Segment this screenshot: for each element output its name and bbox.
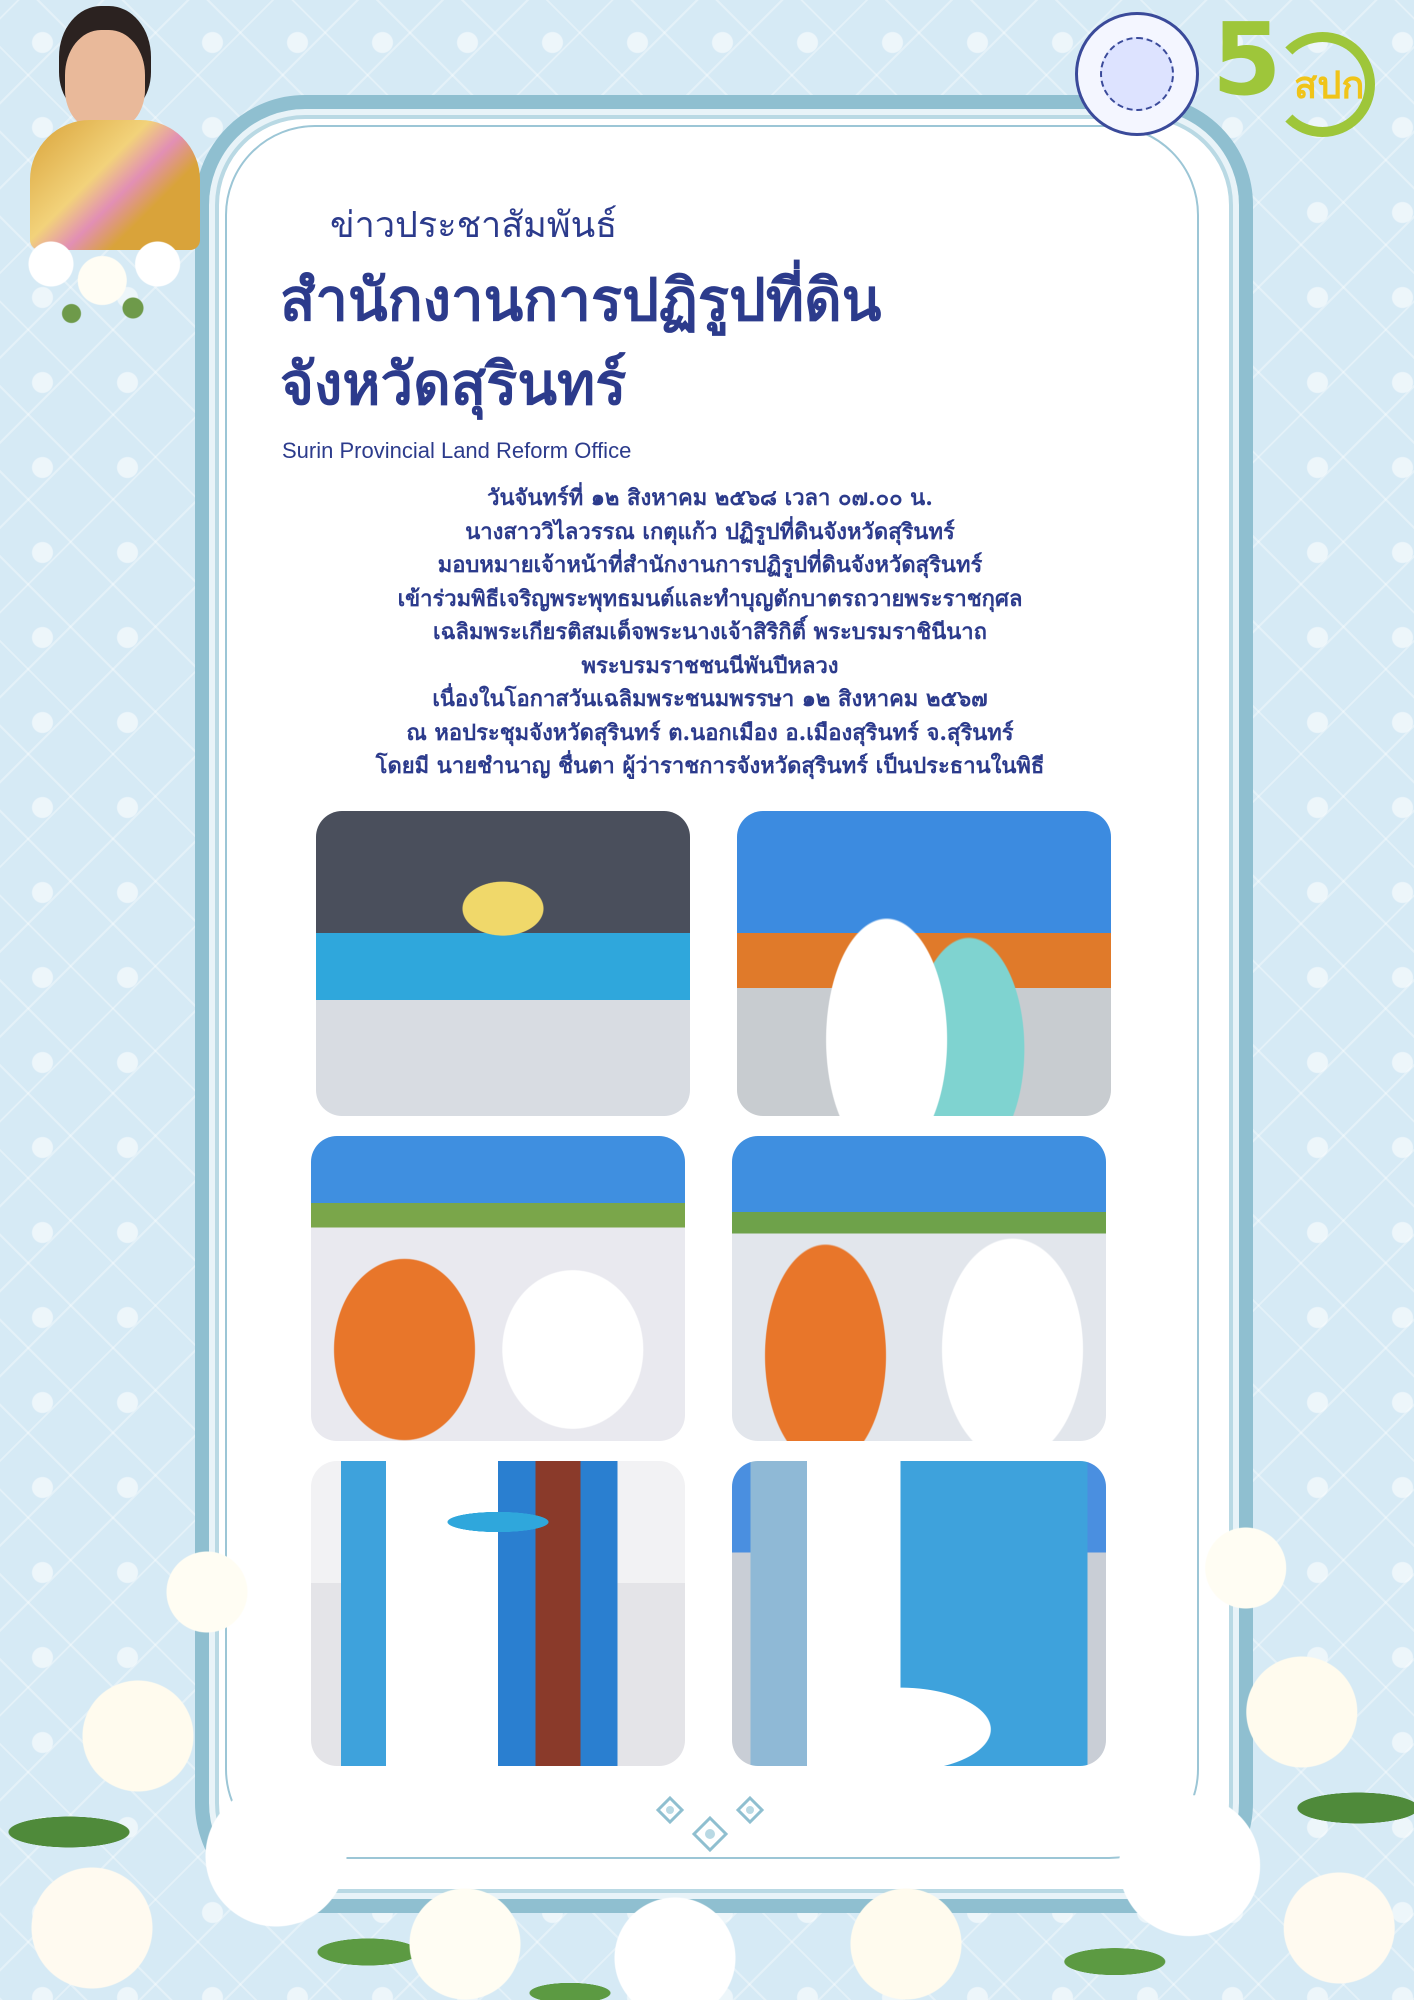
portrait-face xyxy=(65,30,145,130)
seal-emblem-icon xyxy=(1100,37,1174,111)
news-body xyxy=(270,482,1150,784)
thai-ornament-icon xyxy=(640,1783,780,1863)
anniversary-logo xyxy=(1212,1,1392,130)
body-line: เฉลิมพระเกียรติสมเด็จพระนางเจ้าสิริกิติ์ พระบรมราชินีนาถ xyxy=(433,619,987,645)
jasmine-flowers-bottom xyxy=(360,1860,1060,2000)
anniversary-text: สปก xyxy=(1294,63,1365,107)
photo-alms-giving-2 xyxy=(732,1136,1106,1441)
jasmine-flowers-right xyxy=(1040,1520,1414,2000)
photo-alms-giving-1 xyxy=(311,1136,685,1441)
news-kicker: ข่าวประชาสัมพันธ์ xyxy=(330,204,618,245)
photo-officials-offering xyxy=(737,811,1111,1116)
royal-portrait xyxy=(10,10,210,340)
body-line: พระบรมราชชนนีพันปีหลวง xyxy=(581,652,839,679)
body-line: เข้าร่วมพิธีเจริญพระพุทธมนต์และทำบุญตักบาตรถวายพระราชกุศล xyxy=(397,585,1023,612)
portrait-flowers xyxy=(10,220,215,330)
body-line: ณ หอประชุมจังหวัดสุรินทร์ ต.นอกเมือง อ.เมืองสุรินทร์ จ.สุรินทร์ xyxy=(406,719,1014,746)
page-title xyxy=(280,258,1140,426)
body-line: มอบหมายเจ้าหน้าที่สำนักงานการปฏิรูปที่ดินจังหวัดสุรินทร์ xyxy=(437,552,983,578)
body-line: เนื่องในโอกาสวันเฉลิมพระชนมพรรษา ๑๒ สิงหาคม ๒๕๖๗ xyxy=(432,686,988,712)
body-line: วันจันทร์ที่ ๑๒ สิงหาคม ๒๕๖๘ เวลา ๐๗.๐๐ น. xyxy=(487,485,933,511)
land-reform-seal-logo xyxy=(1075,12,1199,136)
title-line-1: สำนักงานการปฏิรูปที่ดิน xyxy=(280,266,882,334)
photo-ceremony-hall xyxy=(316,811,690,1116)
title-line-2: จังหวัดสุรินทร์ xyxy=(280,350,627,418)
body-line: นางสาววิไลวรรณ เกตุแก้ว ปฏิรูปที่ดินจังหวัดสุรินทร์ xyxy=(465,518,955,545)
anniversary-number: 5 xyxy=(1212,1,1282,118)
english-subtitle: Surin Provincial Land Reform Office xyxy=(282,438,632,463)
body-line: โดยมี นายชำนาญ ชื่นตา ผู้ว่าราชการจังหวัดสุรินทร์ เป็นประธานในพิธี xyxy=(375,753,1045,779)
